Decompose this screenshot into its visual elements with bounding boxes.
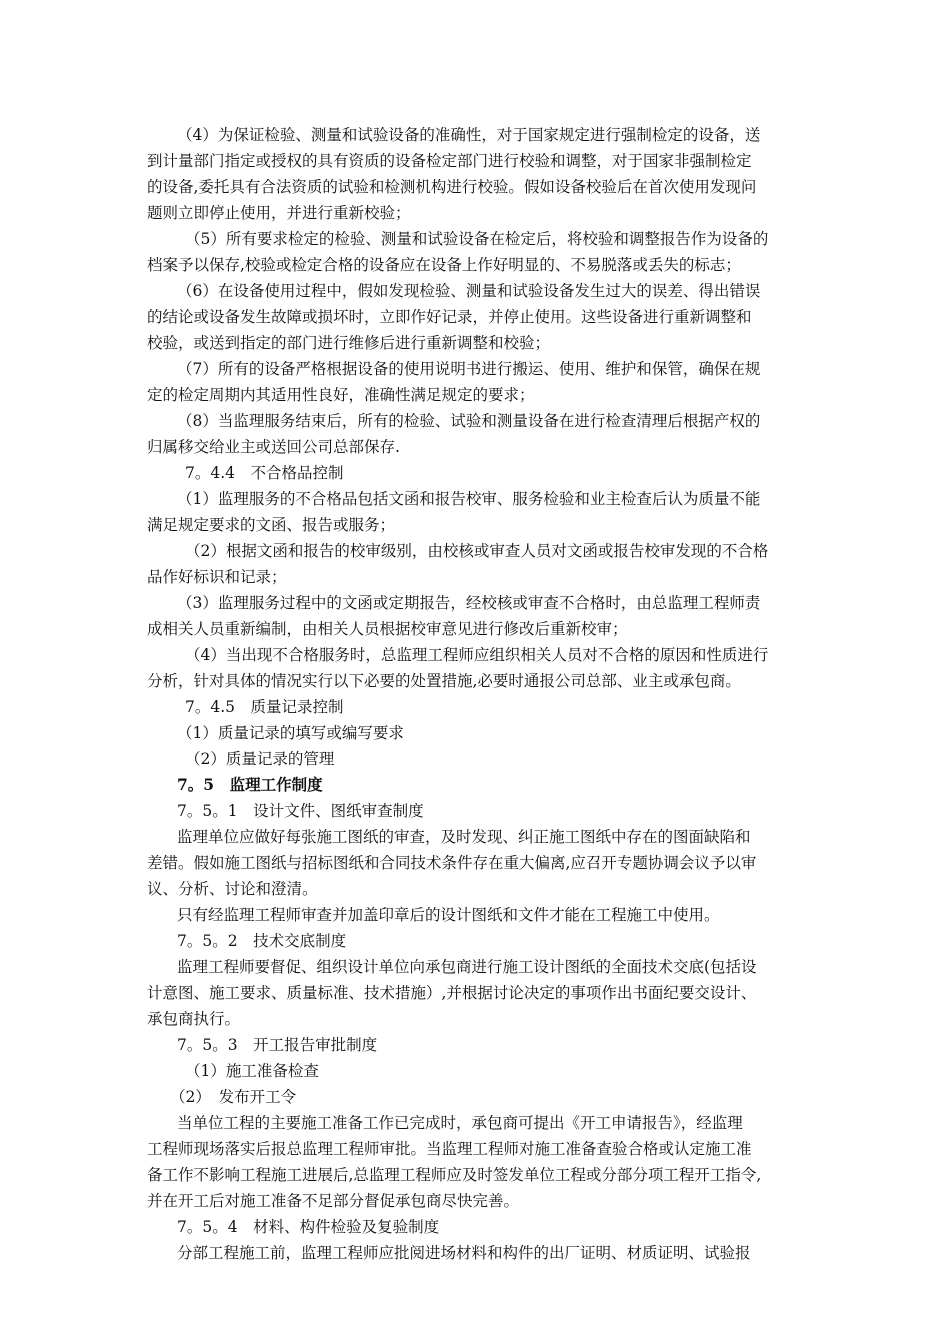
text-line: （2） 发布开工令 [170, 1088, 297, 1106]
text-line: （7）所有的设备严格根据设备的使用说明书进行搬运、使用、维护和保管，确保在规 [177, 360, 761, 378]
text-line: （8）当监理服务结束后，所有的检验、试验和测量设备在进行检查清理后根据产权的 [177, 412, 761, 430]
text-line: （1）监理服务的不合格品包括文函和报告校审、服务检验和业主检查后认为质量不能 [177, 490, 761, 508]
document-body [147, 122, 807, 1266]
text-line: （2）根据文函和报告的校审级别，由校核或审查人员对文函或报告校审发现的不合格 [185, 542, 769, 560]
text-line: 7。5。1 设计文件、图纸审查制度 [177, 802, 424, 820]
text-line: 7。5。4 材料、构件检验及复验制度 [177, 1218, 440, 1236]
text-line: 只有经监理工程师审查并加盖印章后的设计图纸和文件才能在工程施工中使用。 [177, 906, 720, 924]
text-line: （4）当出现不合格服务时，总监理工程师应组织相关人员对不合格的原因和性质进行 [185, 646, 769, 664]
text-line: （5）所有要求检定的检验、测量和试验设备在检定后，将校验和调整报告作为设备的 [185, 230, 769, 248]
text-line: 的结论或设备发生故障或损坏时，立即作好记录，并停止使用。这些设备进行重新调整和 [147, 308, 752, 326]
text-line: 品作好标识和记录； [147, 568, 287, 586]
text-line: 7。4.5 质量记录控制 [185, 698, 344, 716]
text-line: 分析，针对具体的情况实行以下必要的处置措施,必要时通报公司总部、业主或承包商。 [147, 672, 741, 690]
text-line: 归属移交给业主或送回公司总部保存. [147, 438, 400, 456]
text-line: 备工作不影响工程施工进展后,总监理工程师应及时签发单位工程或分部分项工程开工指令, [147, 1166, 762, 1184]
text-line: （1）施工准备检查 [185, 1062, 319, 1080]
text-line: 监理单位应做好每张施工图纸的审查，及时发现、纠正施工图纸中存在的图面缺陷和 [177, 828, 751, 846]
text-line: 满足规定要求的文函、报告或服务； [147, 516, 396, 534]
text-line: 并在开工后对施工准备不足部分督促承包商尽快完善。 [147, 1192, 520, 1210]
text-line: 分部工程施工前，监理工程师应批阅进场材料和构件的出厂证明、材质证明、试验报 [177, 1244, 751, 1262]
text-line: （1）质量记录的填写或编写要求 [177, 724, 404, 742]
text-line: 7。5。3 开工报告审批制度 [177, 1036, 378, 1054]
text-line: 的设备,委托具有合法资质的试验和检测机构进行校验。假如设备校验后在首次使用发现问 [147, 178, 757, 196]
text-line: 7。4.4 不合格品控制 [185, 464, 344, 482]
text-line: 到计量部门指定或授权的具有资质的设备检定部门进行校验和调整，对于国家非强制检定 [147, 152, 752, 170]
text-line: 定的检定周期内其适用性良好，准确性满足规定的要求； [147, 386, 535, 404]
text-line: 校验，或送到指定的部门进行维修后进行重新调整和校验； [147, 334, 551, 352]
text-line: （4）为保证检验、测量和试验设备的准确性，对于国家规定进行强制检定的设备，送 [177, 126, 761, 144]
text-line: （3）监理服务过程中的文函或定期报告，经校核或审查不合格时，由总监理工程师责 [177, 594, 761, 612]
text-line: 议、分析、讨论和澄清。 [147, 880, 318, 898]
text-line: 差错。假如施工图纸与招标图纸和合同技术条件存在重大偏离,应召开专题协调会议予以审 [147, 854, 757, 872]
text-line: （2）质量记录的管理 [185, 750, 335, 768]
text-line: 承包商执行。 [147, 1010, 241, 1028]
section-heading: 7。5 监理工作制度 [177, 775, 323, 794]
text-line: 监理工程师要督促、组织设计单位向承包商进行施工设计图纸的全面技术交底(包括设 [177, 958, 757, 976]
text-line: 计意图、施工要求、质量标准、技术措施）,并根据讨论决定的事项作出书面纪要交设计、 [147, 984, 757, 1002]
text-line: 7。5。2 技术交底制度 [177, 932, 347, 950]
text-line: 题则立即停止使用，并进行重新校验； [147, 204, 411, 222]
text-line: 工程师现场落实后报总监理工程师审批。当监理工程师对施工准备查验合格或认定施工准 [147, 1140, 752, 1158]
text-line: 当单位工程的主要施工准备工作已完成时，承包商可提出《开工申请报告》，经监理 [177, 1114, 743, 1132]
text-line: （6）在设备使用过程中，假如发现检验、测量和试验设备发生过大的误差、得出错误 [177, 282, 761, 300]
text-line: 成相关人员重新编制，由相关人员根据校审意见进行修改后重新校审； [147, 620, 628, 638]
text-line: 档案予以保存,校验或检定合格的设备应在设备上作好明显的、不易脱落或丢失的标志； [147, 256, 741, 274]
